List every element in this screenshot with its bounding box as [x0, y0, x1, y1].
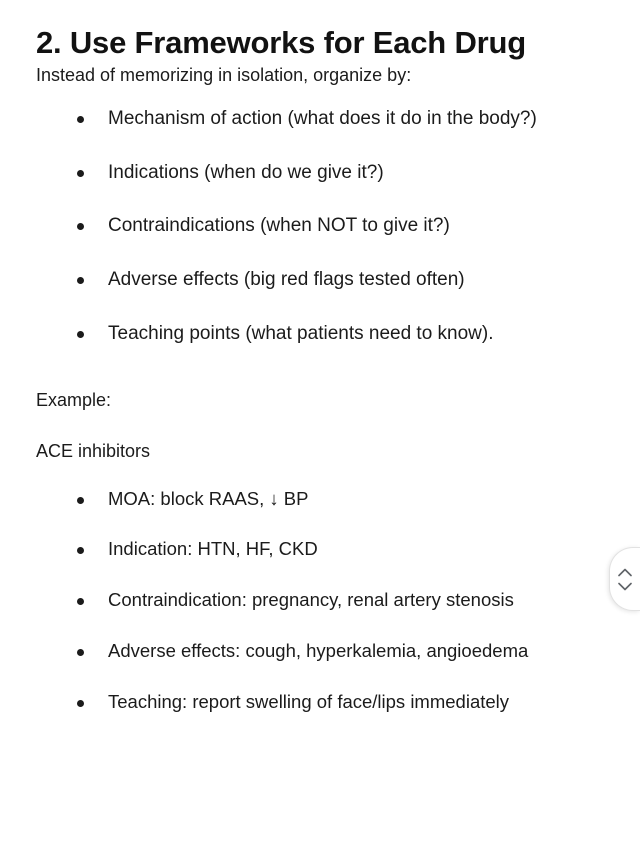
- list-item: Teaching points (what patients need to know).: [36, 321, 606, 347]
- list-item: Teaching: report swelling of face/lips immediately: [36, 690, 606, 715]
- list-item: Adverse effects: cough, hyperkalemia, angioedema: [36, 639, 606, 664]
- chevron-up-down-icon: [618, 568, 632, 591]
- example-list: [36, 487, 606, 716]
- scroll-up-down-handle[interactable]: [609, 547, 640, 611]
- example-label: Example:: [36, 390, 112, 411]
- list-item: MOA: block RAAS, ↓ BP: [36, 487, 606, 512]
- list-item: Adverse effects (big red flags tested often): [36, 267, 606, 293]
- intro-paragraph: Instead of memorizing in isolation, organize by:: [36, 64, 412, 85]
- list-item: Indications (when do we give it?): [36, 160, 606, 186]
- example-subject: ACE inhibitors: [36, 441, 151, 462]
- list-item: Contraindications (when NOT to give it?): [36, 213, 606, 239]
- page-title: 2. Use Frameworks for Each Drug: [36, 25, 526, 60]
- framework-list: [36, 106, 606, 346]
- list-item: Mechanism of action (what does it do in the body?): [36, 106, 606, 132]
- list-item: Contraindication: pregnancy, renal artery stenosis: [36, 588, 606, 613]
- list-item: Indication: HTN, HF, CKD: [36, 537, 606, 562]
